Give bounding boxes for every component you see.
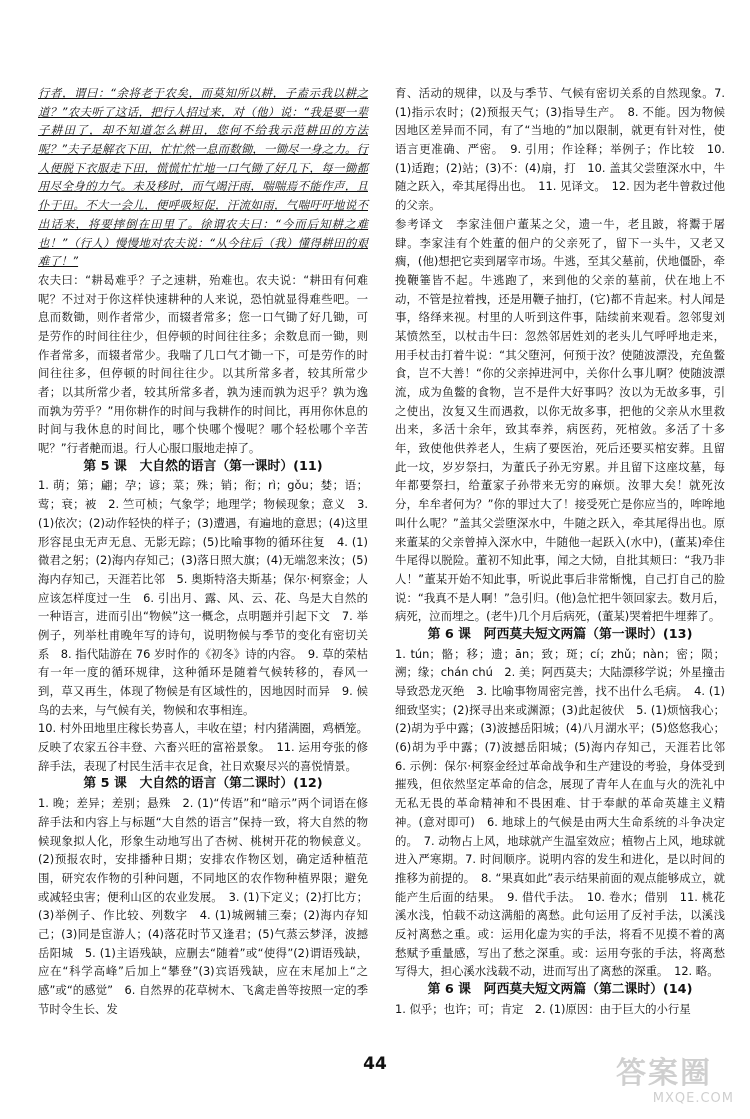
section-heading-lesson6-part1: 第 6 课 阿西莫夫短文两篇（第一课时）(13) — [427, 626, 693, 642]
answers-lesson6-part1: 1. tún；骼；移；遗；ān；致；斑；cí；zhǔ；nàn；密；陨；溯；缘；chán chú 2. 美；阿西莫夫；大陆漂移学说；外星撞击导致恐龙灭绝 3. 比喻事物周密完善，找不出什么毛病。 4. (1)细致坚实；(2)探寻出来或渊源；(3)此起彼伏 5. (1)烦恼我心；(2)胡为乎中露；(3)波撼岳阳城；(4)八月湖水平；(5)悠悠我心；(6)胡为乎中露；(7)波撼岳阳城；(5)海内存知己，天涯若比邻 6. 示例：保尔·柯察金经过革命战争和生产建设的考验，身体受到摧残，但依然坚定革命的信念，展现了青年人在血与火的洗礼中无私无畏的革命精神和不畏困难、甘于奉献的革命英雄主义精神。(意对即可) 6. 地球上的气候是由两大生命系统的斗争决定的。 7. 动物占上风，地球就产生温室效应；植物占上风，地球就进入严寒期。7. 时间顺序。说明内容的发生和进化，是以时间的推移为前提的。 8. “果真如此”表示结果前面的观点能够成立，就能产生后面的结果。 9. 借代手法。 10. 卷水；借别 11. 桃花溪水浅，怕载不动这满船的离愁。此句运用了反衬手法，以溪浅反衬离愁之重。或：运用化虚为实的手法，将看不见摸不着的离愁赋予重量感，写出了愁之深重。或：运用夸张的手法，将离愁写得大，担心溪水浅载不动，进而写出了离愁的深重。 12. 略。 — [395, 646, 737, 979]
answers-lesson5-part2: 1. 晚；差异；差别；悬殊 2. (1)“传语”和“暗示”两个词语在修辞手法和内容上与标题“大自然的语言”保持一致，将大自然的物候现象拟人化，形象生动地写出了杏树、桃树开花的物候意义。(2)预报农时，安排播种日期；安排农作物区划，确定适种植范围，研究农作物的引种问题，不同地区的农作物种植界限；避免或减轻虫害；便利山区的农业发展。 3. (1)下定义；(2)打比方；(3)举例子、作比较、列数字 4. (1)城阙辅三秦；(2)海内存知己；(3)同是宦游人；(4)落花时节又逢君；(5)气蒸云梦泽，波撼岳阳城 5. (1)主语残缺，应删去“随着”或“使得”(2)谓语残缺，应在“科学高峰”后加上“攀登”(3)宾语残缺，应在末尾加上“之感”或“的感觉” 6. 自然界的花草树木、飞禽走兽等按照一定的季节时令生长、发 — [38, 796, 368, 1016]
passage-translation-1: 行者，谓曰：“余将老于农矣，而莫知所以耕，子盍示我以耕之道？”农夫听了这话，把行人招过来，对（他）说：“我是要一辈子耕田了，却不知道怎么耕田，您何不给我示范耕田的方法呢？”夫子是解衣下田，忙忙然一息而数锄，一锄尽一身之力。行人便脱下衣服走下田，慌慌忙忙地一口气锄了好几下，每一锄都用尽全身的力气。未及移时，而气竭汗雨，喘喘焉不能作声，且仆于田。不大一会儿，便呼吸短促，汗流如雨，气喘吁吁地说不出话来，将要摔倒在田里了。徐谓农夫曰：“今而后知耕之难也！”（行人）慢慢地对农夫说：“从今往后（我）懂得耕田的艰难了！” — [38, 86, 368, 269]
section-heading-lesson5-part2: 第 5 课 大自然的语言（第二课时）(12) — [83, 776, 323, 792]
watermark-logo — [616, 1057, 734, 1105]
page-number: 44 — [363, 1054, 387, 1074]
right-column — [395, 84, 737, 1018]
answers-lesson6-part2: 1. 似乎；也许；可；肯定 2. (1)原因：由于巨大的小行星 — [395, 1001, 691, 1016]
section-heading-lesson6-part2: 第 6 课 阿西莫夫短文两篇（第二课时）(14) — [427, 982, 693, 997]
left-column — [38, 84, 368, 1018]
answers-lesson5-part2-cont: 育、活动的规律，以及与季节、气候有密切关系的自然现象。7. (1)指示农时；(2)预报天气；(3)指导生产。 8. 不能。因为物候因地区差异而不同，有了“当地的”加以限制，就更有针对性，使语言更准确、严密。 9. 引用；作诠释；举例子；作比较 10. (1)适跑；(2)站；(3)不：(4)扇，打 10. 盖其父尝堕深水中，牛随之跃入，牵其尾得出也。 11. 见译文。 12. 因为老牛曾救过他的父亲。 — [395, 86, 725, 213]
reference-translation: 参考译文 李家洼佃户董某之父，遗一牛，老且跛，将鬻于屠肆。李家洼有个姓董的佃户的父亲死了，留下一头牛，又老又瘸，(他)想把它卖到屠宰市场。牛逃，至其父墓前，伏地僵卧，牵挽鞭箠皆不起。牛逃跑了，来到他的父亲的墓前，伏在地上不动，不管是拉着拽，还是用鞭子抽打，(它)都不肯起来。村人闻是事，络绎来视。村里的人听到这件事，陆续前来观看。忽邻叟刘某愤然至，以杖击牛曰：忽然邻居姓刘的老头儿气呼呼地走来，用手杖击打着牛说：“其父堕河，何预于汝？使随波漂没，充鱼鳖食，岂不大善！“你的父亲掉进河中，关你什么事儿啊？使随波漂流，成为鱼鳖的食物，岂不是件大好事吗？汝以为无故多事，引之使出，汝复又生而遇救，以你无故多事，把他的父亲从水里救出来，多活十余年，致其奉养，病医药，死棺敛。多活了十多年，致使他供养老人，生病了要医治，死后还要买棺安葬。且留此一坟，岁岁祭扫，为董氏子孙无穷累。并且留下这座坟墓，每年都要祭扫，给董家子孙带来无穷的麻烦。汝罪大矣！就死汝分，牟牟者何为？”你的罪过大了！接受死亡是你应当的，哞哞地叫什么呢？”盖其父尝堕深水中，牛随之跃入，牵其尾得出也。原来董某的父亲曾掉入深水中，牛随他一起跃入(水中)，(董某)牵住牛尾得以脱险。董初不知此事，闻之大恸，自批其颊曰：“我乃非人！”董某开始不知此事，听说此事后非常惭愧，自己打自己的脸说：“我真不是人啊！”急引归。(他)急忙把牛领回家去。数月后，病死，泣而埋之。(老牛)几个月后病死，(董某)哭着把牛埋葬了。 — [395, 216, 725, 624]
answers-lesson5-part1: 1. 萌；第；翩；孕；谚；菜；殊；销；衔；rì；gǒu；婪；语；莺；衰；被 2. 竺可桢；气象学；地理学；物候现象；意义 3. (1)依次；(2)动作轻快的样子；(3)遭遇，有遍地的意思；(4)这里形容昆虫无声无息、无影无踪；(5)比喻事物的循环往复 4. (1)微君之躬；(2)海内存知己；(3)落日照大旗；(4)无端忽来汝；(5)海内存知己，天涯若比邻 5. 奥斯特洛夫斯基；保尔·柯察金；人应该怎样度过一生 6. 引出月、露、风、云、花、鸟是大自然的一种语言，进而引出“物候”这一概念，点明题并引起下文 7. 举例子，列举杜甫晚年写的诗句，说明物候与季节的变化有密切关系 8. 指代陆游在 76 岁时作的《初冬》诗的内容。 9. 草的荣枯有一年一度的循环规律，这种循环是随着气候转移的，春风一到，草又再生，体现了物候是有区域性的，因地因时而异 9. 候鸟的去来，与气候有关，物候和农事相连。 — [38, 478, 368, 717]
watermark-main: 答案圈 — [616, 1056, 712, 1091]
section-heading-lesson5-part1: 第 5 课 大自然的语言（第一课时）(11) — [83, 458, 323, 474]
watermark-site: MXQE.COM — [652, 1091, 734, 1106]
passage-translation-2: 农夫曰：“耕曷难乎？子之速耕，殆难也。农夫说：“耕田有何难呢？不过对于你这样快速耕种的人来说，恐怕就显得难些吧。一息而数锄，则作者常少，而辍者常多；您一口气锄了好几锄，可是劳作的时间往往少，但停顿的时间往往多；余数息而一锄，则作者常多，而辍者常少。我喘了几口气才锄一下，可是劳作的时间往往多，但停顿的时间往往少。以其所常多者，较其所常少者；以其所常少者，较其所常多者，孰为速而孰为迟乎？孰为逸而孰为劳乎？”用你耕作的时间与我耕作的时间比，再用你休息的时间与我休息的时间比，哪个快哪个慢呢？哪个轻松哪个辛苦呢？”行者艴而退。行人心服口服地走掉了。 — [38, 272, 368, 456]
answers-lesson5-part1-cont: 10. 村外田地里庄稼长势喜人，丰收在望；村内猪满圈，鸡栖笼。反映了农家五谷丰登、六畜兴旺的富裕景象。 11. 运用夸张的修辞手法，表现了村民生活丰衣足食，社日欢聚尽兴的喜悦情景。 — [38, 721, 368, 773]
